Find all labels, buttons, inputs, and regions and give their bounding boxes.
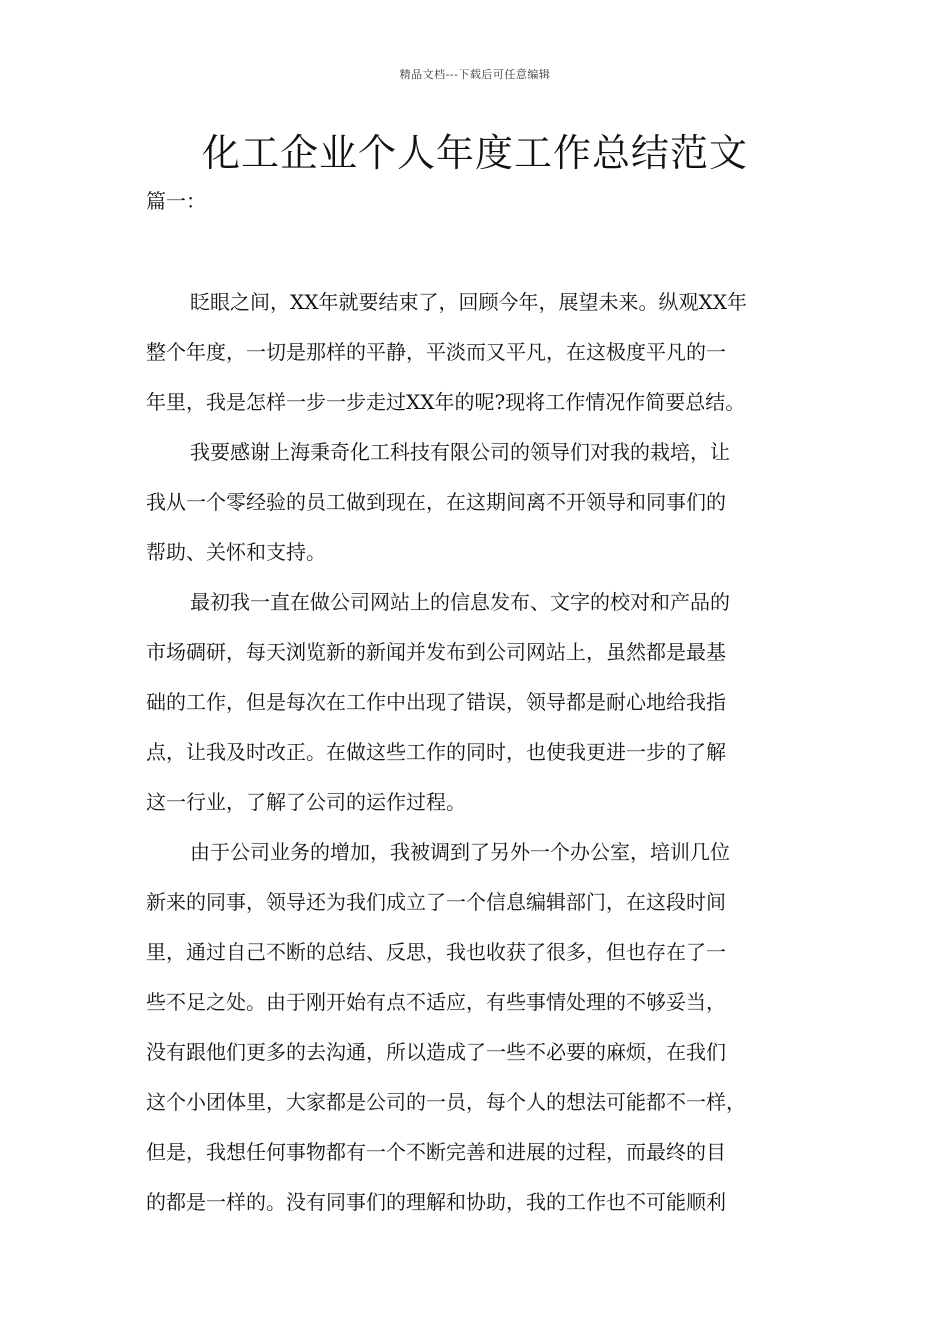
section-label: 篇一：	[146, 189, 206, 213]
paragraph-3-line-2: 市场碉研，每天浏览新的新闻并发布到公司网站上，虽然都是最基	[146, 640, 726, 664]
paragraph-4-line-8: 的都是一样的。没有同事们的理解和协助，我的工作也不可能顺利	[146, 1190, 726, 1214]
header-note: 精品文档---下载后可任意编辑	[399, 68, 551, 81]
paragraph-1-line-2: 整个年度，一切是那样的平静，平淡而又平凡，在这极度平凡的一	[146, 340, 726, 364]
paragraph-3-line-1: 最初我一直在做公司网站上的信息发布、文字的校对和产品的	[190, 590, 730, 614]
paragraph-4-line-6: 这个小团体里，大家都是公司的一员，每个人的想法可能都不一样，	[146, 1090, 746, 1114]
body-text	[146, 284, 808, 1234]
paragraph-4-line-1: 由于公司业务的增加，我被调到了另外一个办公室，培训几位	[190, 840, 730, 864]
paragraph-2-line-2: 我从一个零经验的员工做到现在，在这期间离不开领导和同事们的	[146, 490, 726, 514]
paragraph-4-line-4: 些不足之处。由于刚开始有点不适应，有些事情处理的不够妥当，	[146, 990, 726, 1014]
paragraph-3-line-4: 点，让我及时改正。在做这些工作的同时，也使我更进一步的了解	[146, 740, 726, 764]
paragraph-2-line-1: 我要感谢上海秉奇化工科技有限公司的领导们对我的栽培，让	[190, 440, 730, 464]
paragraph-4-line-5: 没有跟他们更多的去沟通，所以造成了一些不必要的麻烦，在我们	[146, 1040, 726, 1064]
paragraph-4-line-7: 但是，我想任何事物都有一个不断完善和进展的过程，而最终的目	[146, 1140, 726, 1164]
paragraph-1-line-3: 年里，我是怎样一步一步走过XX年的呢?现将工作情况作简要总结。	[146, 390, 746, 414]
paragraph-4-line-3: 里，通过自己不断的总结、反思，我也收获了很多，但也存在了一	[146, 940, 726, 964]
paragraph-3-line-5: 这一行业，了解了公司的运作过程。	[146, 790, 466, 814]
paragraph-1-line-1: 眨眼之间，XX年就要结束了，回顾今年，展望未来。纵观XX年	[190, 290, 747, 314]
document-title: 化工企业个人年度工作总结范文	[201, 131, 748, 175]
paragraph-4-line-2: 新来的同事，领导还为我们成立了一个信息编辑部门，在这段时间	[146, 890, 726, 914]
paragraph-3-line-3: 础的工作，但是每次在工作中出现了错误，领导都是耐心地给我指	[146, 690, 726, 714]
paragraph-2-line-3: 帮助、关怀和支持。	[146, 540, 326, 564]
